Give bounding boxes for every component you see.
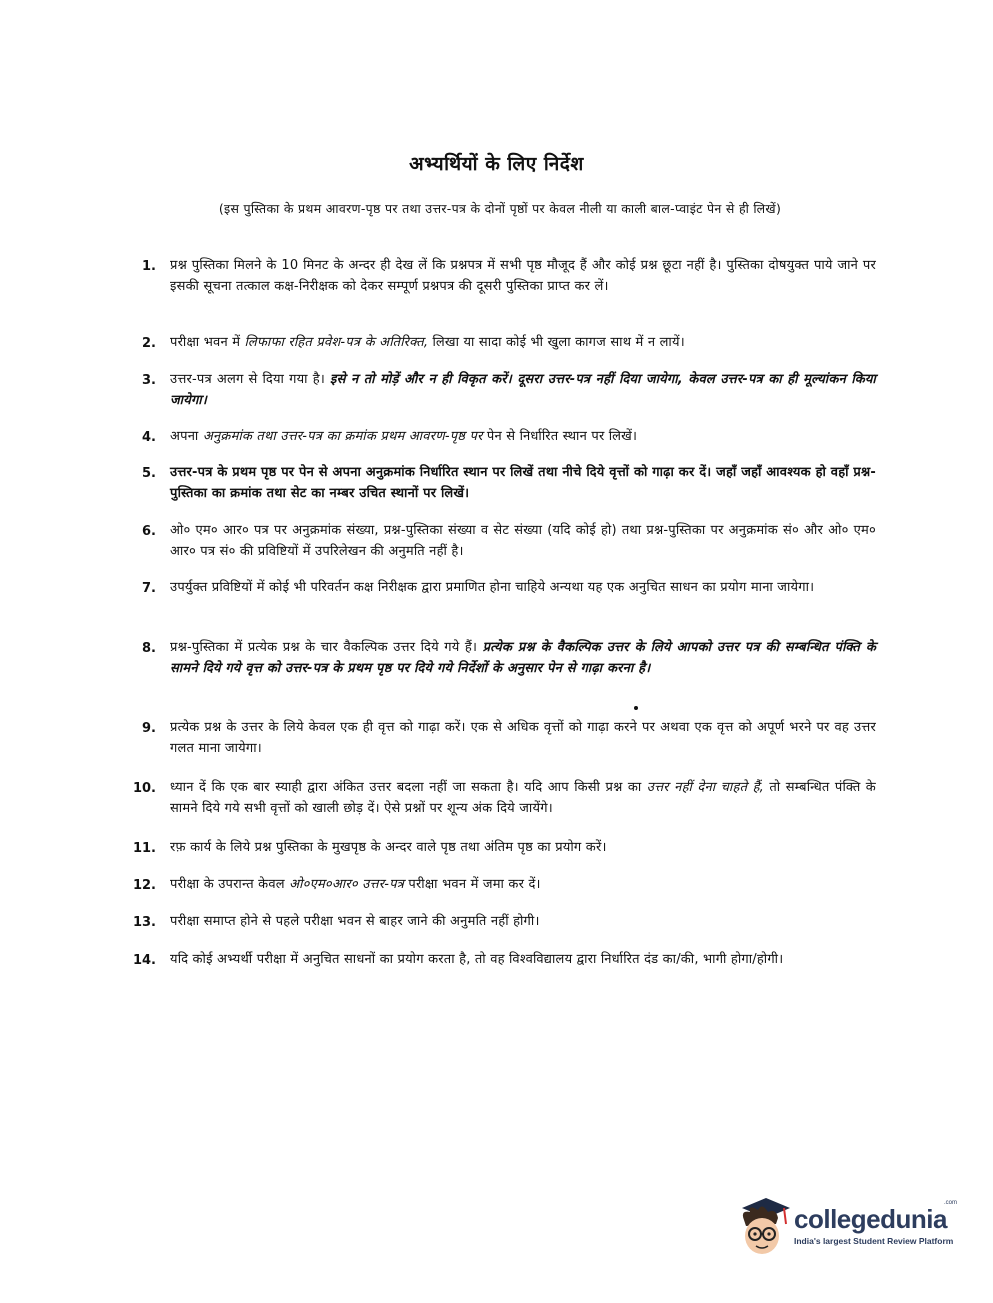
- instruction-text: [170, 463, 876, 504]
- instruction-number: 12.: [132, 878, 156, 893]
- instruction-text: [170, 875, 876, 896]
- instruction-text-segment: उत्तर-पत्र अलग से दिया गया है।: [170, 372, 330, 387]
- instruction-text-segment: रफ़ कार्य के लिये प्रश्न पुस्तिका के मुखपृष्ठ के अन्दर वाले पृष्ठ तथा अंतिम पृष्ठ का प्रयोग करें।: [170, 840, 607, 855]
- instruction-text-segment: प्रश्न-पुस्तिका में प्रत्येक प्रश्न के चार वैकल्पिक उत्तर दिये गये हैं।: [170, 640, 483, 655]
- instruction-number: 9.: [142, 721, 156, 736]
- instruction-number: 10.: [132, 781, 156, 796]
- logo-brand-text: collegedunia: [794, 1204, 947, 1234]
- instruction-number: 8.: [142, 641, 156, 656]
- instruction-text: [170, 718, 876, 759]
- instruction-text-segment: अपना: [170, 429, 203, 444]
- instruction-number: 11.: [132, 841, 156, 856]
- instruction-number: 4.: [142, 430, 156, 445]
- instruction-text-segment: लिखा या सादा कोई भी खुला कागज साथ में न लायें।: [428, 335, 685, 350]
- logo-domain-text: .com: [944, 1200, 958, 1206]
- instruction-text: [170, 256, 876, 297]
- page-subtitle: (इस पुस्तिका के प्रथम आवरण-पृष्ठ पर तथा उत्तर-पत्र के दोनों पृष्ठों पर केवल नीली या काली बाल-प्वाइंट पेन से ही लिखें): [218, 201, 782, 216]
- student-mascot-icon: [736, 1190, 792, 1260]
- instruction-number: 14.: [132, 953, 156, 968]
- instruction-text-segment: परीक्षा भवन में जमा कर दें।: [404, 877, 541, 892]
- instruction-text-segment: परीक्षा समाप्त होने से पहले परीक्षा भवन से बाहर जाने की अनुमति नहीं होगी।: [170, 914, 540, 929]
- instruction-text-segment: पेन से निर्धारित स्थान पर लिखें।: [482, 429, 638, 444]
- instruction-text-segment: लिफाफा रहित प्रवेश-पत्र के अतिरिक्त,: [244, 335, 429, 350]
- instruction-text-segment: ओ० एम० आर० पत्र पर अनुक्रमांक संख्या, प्रश्न-पुस्तिका संख्या व सेट संख्या (यदि कोई हो) तथा प्रश्न-पुस्तिका पर अनुक्रमांक सं० और ओ० एम० आर० पत्र सं० की प्रविष्टियों में उपरिलेखन की अनुमति नहीं है।: [170, 523, 876, 559]
- instruction-text-segment: उत्तर-पत्र के प्रथम पृष्ठ पर पेन से अपना अनुक्रमांक निर्धारित स्थान पर लिखें तथा नीचे दिये वृत्तों को गाढ़ा कर दें। जहाँ जहाँ आवश्यक हो वहाँ प्रश्न-पुस्तिका का क्रमांक तथा सेट का नम्बर उचित स्थानों पर लिखें।: [170, 465, 876, 501]
- instruction-text-segment: ओ०एम०आर० उत्तर-पत्र: [289, 877, 405, 892]
- logo-tagline: India's largest Student Review Platform: [794, 1236, 954, 1246]
- instruction-number: 1.: [142, 259, 156, 274]
- instruction-text: [170, 370, 876, 411]
- instruction-text-segment: यदि कोई अभ्यर्थी परीक्षा में अनुचित साधनों का प्रयोग करता है, तो वह विश्वविद्यालय द्वारा निर्धारित दंड का/की, भागी होगा/होगी।: [170, 952, 784, 967]
- instruction-text: [170, 838, 876, 859]
- instruction-text: [170, 333, 876, 354]
- instruction-text: [170, 521, 876, 562]
- instruction-text: [170, 638, 876, 679]
- instruction-number: 13.: [132, 915, 156, 930]
- page-title: अभ्यर्थियों के लिए निर्देश: [409, 153, 584, 175]
- instruction-text: [170, 950, 876, 971]
- instruction-number: 3.: [142, 373, 156, 388]
- instruction-text: [170, 912, 876, 933]
- instruction-text-segment: परीक्षा भवन में: [170, 335, 245, 350]
- instruction-text: [170, 427, 876, 448]
- instruction-text-segment: उत्तर नहीं देना चाहते हैं,: [646, 780, 765, 795]
- instruction-number: 2.: [142, 336, 156, 351]
- stray-dot: [634, 706, 638, 710]
- instruction-text-segment: उपर्युक्त प्रविष्टियों में कोई भी परिवर्तन कक्ष निरीक्षक द्वारा प्रमाणित होना चाहिये अन्यथा यह एक अनुचित साधन का प्रयोग माना जायेगा।: [170, 580, 815, 595]
- instruction-text-segment: प्रश्न पुस्तिका मिलने के 10 मिनट के अन्दर ही देख लें कि प्रश्नपत्र में सभी पृष्ठ मौजूद हैं और कोई प्रश्न छूटा नहीं है। पुस्तिका दोषयुक्त पाये जाने पर इसकी सूचना तत्काल कक्ष-निरीक्षक को देकर सम्पूर्ण प्रश्नपत्र की दूसरी पुस्तिका प्राप्त कर लें।: [170, 258, 876, 294]
- instruction-text-segment: परीक्षा के उपरान्त केवल: [170, 877, 290, 892]
- instruction-text-segment: अनुक्रमांक तथा उत्तर-पत्र का क्रमांक प्रथम आवरण-पृष्ठ पर: [202, 429, 483, 444]
- instruction-number: 6.: [142, 524, 156, 539]
- instruction-text: [170, 778, 876, 819]
- collegedunia-logo: [736, 1190, 966, 1260]
- instruction-text-segment: तो सम्बन्धित पंक्ति के सामने दिये गये सभी वृत्तों को खाली छोड़ दें। ऐसे प्रश्नों पर शून्य अंक दिये जायेंगे।: [170, 780, 876, 816]
- instruction-text-segment: प्रत्येक प्रश्न के उत्तर के लिये केवल एक ही वृत्त को गाढ़ा करें। एक से अधिक वृत्तों को गाढ़ा करने पर अथवा एक वृत्त को अपूर्ण भरने पर वह उत्तर गलत माना जायेगा।: [170, 720, 876, 756]
- instruction-text-segment: प्रत्येक प्रश्न के वैकल्पिक उत्तर के लिये आपको उत्तर पत्र की सम्बन्धित पंक्ति के सामने दिये गये वृत्त को उत्तर-पत्र के प्रथम पृष्ठ पर दिये गये निर्देशों के अनुसार पेन से गाढ़ा करना है।: [170, 640, 876, 676]
- instruction-number: 7.: [142, 581, 156, 596]
- instruction-text-segment: इसे न तो मोड़ें और न ही विकृत करें। दूसरा उत्तर-पत्र नहीं दिया जायेगा, केवल उत्तर-पत्र का ही मूल्यांकन किया जायेगा।: [170, 372, 876, 408]
- instruction-number: 5.: [142, 466, 156, 481]
- instruction-text-segment: ध्यान दें कि एक बार स्याही द्वारा अंकित उत्तर बदला नहीं जा सकता है। यदि आप किसी प्रश्न का: [170, 780, 647, 795]
- instruction-text: [170, 578, 876, 599]
